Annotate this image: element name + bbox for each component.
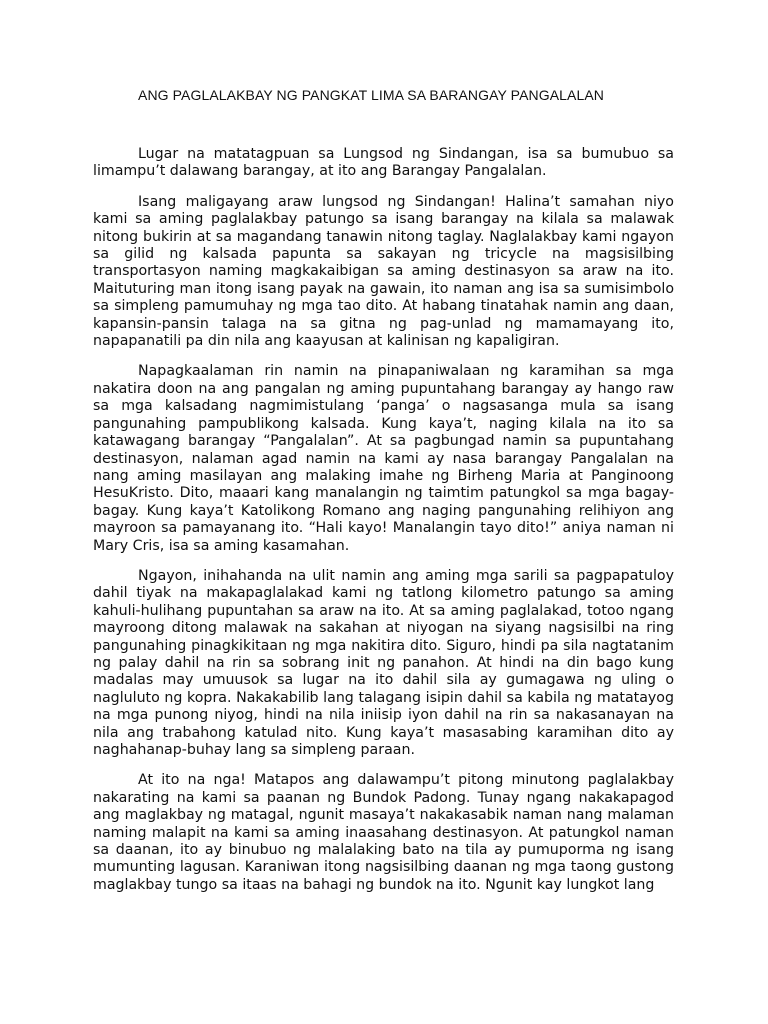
paragraph-1: Lugar na matatagpuan sa Lungsod ng Sindangan, isa sa bumubuo sa limampu’t dalawang barangay, at ito ang Barangay Pangalalan. bbox=[93, 146, 674, 180]
document-body bbox=[93, 146, 674, 907]
paragraph-3: Napagkaalaman rin namin na pinapaniwalaan ng karamihan sa mga nakatira doon na ang pangalan ng aming pupuntahang barangay ay hango raw sa mga kalsadang nagmimistulang ‘panga’ o nagsasanga mula sa isang pangunahing pampublikong kalsada. Kung kaya’t, naging kilala na ito sa katawagang barangay “Pangalalan”. At sa pagbungad namin sa pupuntahang destinasyon, nalaman agad namin na kami ay nasa barangay Pangalalan na nang aming masilayan ang malaking imahe ng Birheng Maria at Panginoong HesuKristo. Dito, maaari kang manalangin ng taimtim patungkol sa mga bagay-bagay. Kung kaya’t Katolikong Romano ang naging pangunahing relihiyon ang mayroon sa pamayanang ito. “Hali kayo! Manalangin tayo dito!” aniya naman ni Mary Cris, isa sa aming kasamahan. bbox=[93, 363, 674, 554]
paragraph-2: Isang maligayang araw lungsod ng Sindangan! Halina’t samahan niyo kami sa aming paglalakbay patungo sa isang barangay na kilala sa malawak nitong bukirin at sa magandang tanawin nitong taglay. Naglalakbay kami ngayon sa gilid ng kalsada papunta sa sakayan ng tricycle na magsisilbing transportasyon naming magkakaibigan sa aming destinasyon sa araw na ito. Maituturing man itong isang payak na gawain, ito naman ang isa sa sumisimbolo sa simpleng pamumuhay ng mga tao dito. At habang tinatahak namin ang daan, kapansin-pansin talaga na sa gitna ng pag-unlad ng mamamayang ito, napapanatili pa din nila ang kaayusan at kalinisan ng kapaligiran. bbox=[93, 193, 674, 350]
paragraph-5: At ito na nga! Matapos ang dalawampu’t pitong minutong paglalakbay nakarating na kami sa paanan ng Bundok Padong. Tunay ngang nakakapagod ang maglakbay ng matagal, ngunit masaya’t nakakasabik naman nang malaman naming malapit na kami sa aming inaasahang destinasyon. At patungkol naman sa daanan, ito ay binubuo ng malalaking bato na tila ay pumuporma ng isang mumunting lagusan. Karaniwan itong nagsisilbing daanan ng mga taong gustong maglakbay tungo sa itaas na bahagi ng bundok na ito. Ngunit kay lungkot lang bbox=[93, 772, 674, 893]
document-title: ANG PAGLALAKBAY NG PANGKAT LIMA SA BARANGAY PANGALALAN bbox=[138, 87, 605, 103]
paragraph-4: Ngayon, inihahanda na ulit namin ang aming mga sarili sa pagpapatuloy dahil tiyak na makapaglalakad kami ng tatlong kilometro patungo sa aming kahuli-hulihang pupuntahan sa araw na ito. At sa aming paglalakad, totoo ngang mayroong ditong malawak na sakahan at niyogan na siyang nagsisilbi na ring pangunahing pinagkikitaan ng mga nakitira dito. Siguro, hindi pa sila nagtatanim ng palay dahil na rin sa sobrang init ng panahon. At hindi na din bago kung madalas may umuusok sa lugar na ito dahil sila ay gumagawa ng uling o nagluluto ng kopra. Nakakabilib lang talagang isipin dahil sa kabila ng matatayog na mga punong niyog, hindi na nila iniisip iyon dahil na rin sa nakasanayan na nila ang trabahong katulad nito. Kung kaya’t masasabing karamihan dito ay naghahanap-buhay lang sa simpleng paraan. bbox=[93, 567, 674, 758]
